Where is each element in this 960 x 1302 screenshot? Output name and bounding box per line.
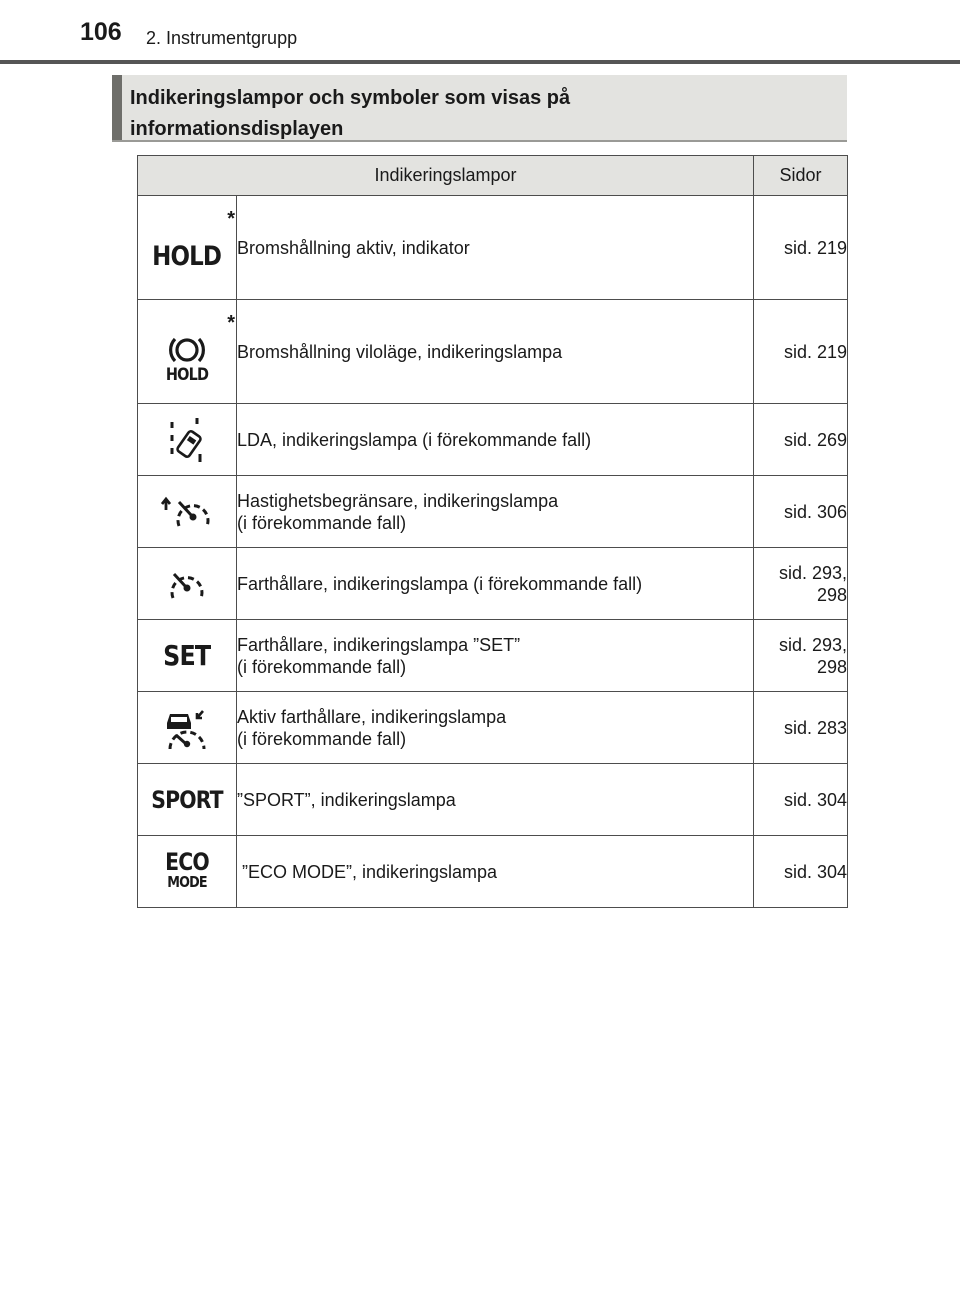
- page-ref: sid. 304: [783, 789, 848, 810]
- page-number: 106: [80, 18, 122, 46]
- footnote-asterisk: *: [227, 312, 235, 334]
- description-text: Hastighetsbegränsare, indikeringslampa: [237, 490, 559, 511]
- icon-cell: [138, 300, 237, 404]
- description-text: ”ECO MODE”, indikeringslampa: [237, 861, 498, 882]
- page-ref-line2: 298: [816, 584, 848, 605]
- page-ref-cell: [754, 404, 848, 476]
- lane-departure-icon: [167, 416, 207, 464]
- description-text: LDA, indikeringslampa (i förekommande fall): [237, 429, 592, 450]
- eco-mode-icon: [138, 847, 236, 892]
- description-cell: [237, 476, 754, 548]
- page-ref-cell: [754, 548, 848, 620]
- table-row: [138, 300, 848, 404]
- table-row: [138, 476, 848, 548]
- description-text: Aktiv farthållare, indikeringslampa: [237, 706, 507, 727]
- table-row: [138, 548, 848, 620]
- description-text: Farthållare, indikeringslampa (i förekommande fall): [237, 573, 643, 594]
- table-row: [138, 196, 848, 300]
- table-row: [138, 692, 848, 764]
- page-ref: sid. 219: [783, 341, 848, 362]
- section-title-line2: informationsdisplayen: [130, 118, 344, 140]
- table-row: [138, 620, 848, 692]
- speed-limiter-icon: [159, 492, 215, 532]
- eco-label: ECO: [165, 847, 209, 876]
- page-ref: sid. 219: [783, 237, 848, 258]
- page-ref: sid. 293,: [778, 562, 848, 583]
- description-text: ”SPORT”, indikeringslampa: [237, 789, 456, 810]
- section-heading-box: [112, 75, 847, 142]
- description-cell: [237, 196, 754, 300]
- table-header-row: [138, 156, 848, 196]
- page-ref-cell: [754, 836, 848, 908]
- icon-cell: [138, 404, 237, 476]
- page-ref-cell: [754, 300, 848, 404]
- description-text: Bromshållning aktiv, indikator: [237, 237, 470, 258]
- description-cell: [237, 548, 754, 620]
- page-ref-cell: [754, 196, 848, 300]
- hold-label: HOLD: [165, 364, 209, 385]
- icon-cell: [138, 196, 237, 300]
- section-title-line1: Indikeringslampor och symboler som visas på: [130, 87, 571, 109]
- description-cell: [237, 404, 754, 476]
- page-ref: sid. 304: [783, 861, 848, 882]
- adaptive-cruise-icon: [161, 705, 213, 751]
- description-text-line2: (i förekommande fall): [237, 512, 407, 533]
- page-ref-cell: [754, 692, 848, 764]
- page-ref: sid. 293,: [778, 634, 848, 655]
- description-cell: [237, 692, 754, 764]
- icon-cell: [138, 692, 237, 764]
- section-heading-bar: [112, 75, 122, 140]
- hold-icon: HOLD: [152, 241, 222, 272]
- set-icon: SET: [163, 639, 211, 672]
- description-text-line2: (i förekommande fall): [237, 656, 407, 677]
- footnote-asterisk: *: [227, 208, 235, 230]
- table-row: [138, 404, 848, 476]
- description-cell: [237, 620, 754, 692]
- page-ref-line2: 298: [816, 656, 848, 677]
- icon-cell: [138, 548, 237, 620]
- indicator-table: [137, 155, 848, 908]
- table-row: [138, 836, 848, 908]
- description-cell: [237, 836, 754, 908]
- page-ref: sid. 306: [783, 501, 848, 522]
- cruise-control-icon: [165, 564, 209, 604]
- icon-cell: [138, 836, 237, 908]
- mode-label: MODE: [167, 872, 207, 891]
- table-row: [138, 764, 848, 836]
- description-cell: [237, 300, 754, 404]
- description-cell: [237, 764, 754, 836]
- description-text: Bromshållning viloläge, indikeringslampa: [237, 341, 563, 362]
- icon-cell: [138, 764, 237, 836]
- sport-icon: SPORT: [151, 785, 223, 814]
- page-ref: sid. 269: [783, 429, 848, 450]
- header-indicators: Indikeringslampor: [138, 156, 754, 196]
- page-ref-cell: [754, 764, 848, 836]
- header-divider: [0, 60, 960, 64]
- page-ref: sid. 283: [783, 717, 848, 738]
- icon-cell: [138, 620, 237, 692]
- description-text-line2: (i förekommande fall): [237, 728, 407, 749]
- description-text: Farthållare, indikeringslampa ”SET”: [237, 634, 521, 655]
- page-ref-cell: [754, 476, 848, 548]
- icon-cell: [138, 476, 237, 548]
- header-pages: Sidor: [754, 156, 848, 196]
- brake-hold-standby-icon: [138, 333, 236, 385]
- chapter-title: 2. Instrumentgrupp: [146, 28, 298, 48]
- page-ref-cell: [754, 620, 848, 692]
- section-title: [130, 83, 830, 145]
